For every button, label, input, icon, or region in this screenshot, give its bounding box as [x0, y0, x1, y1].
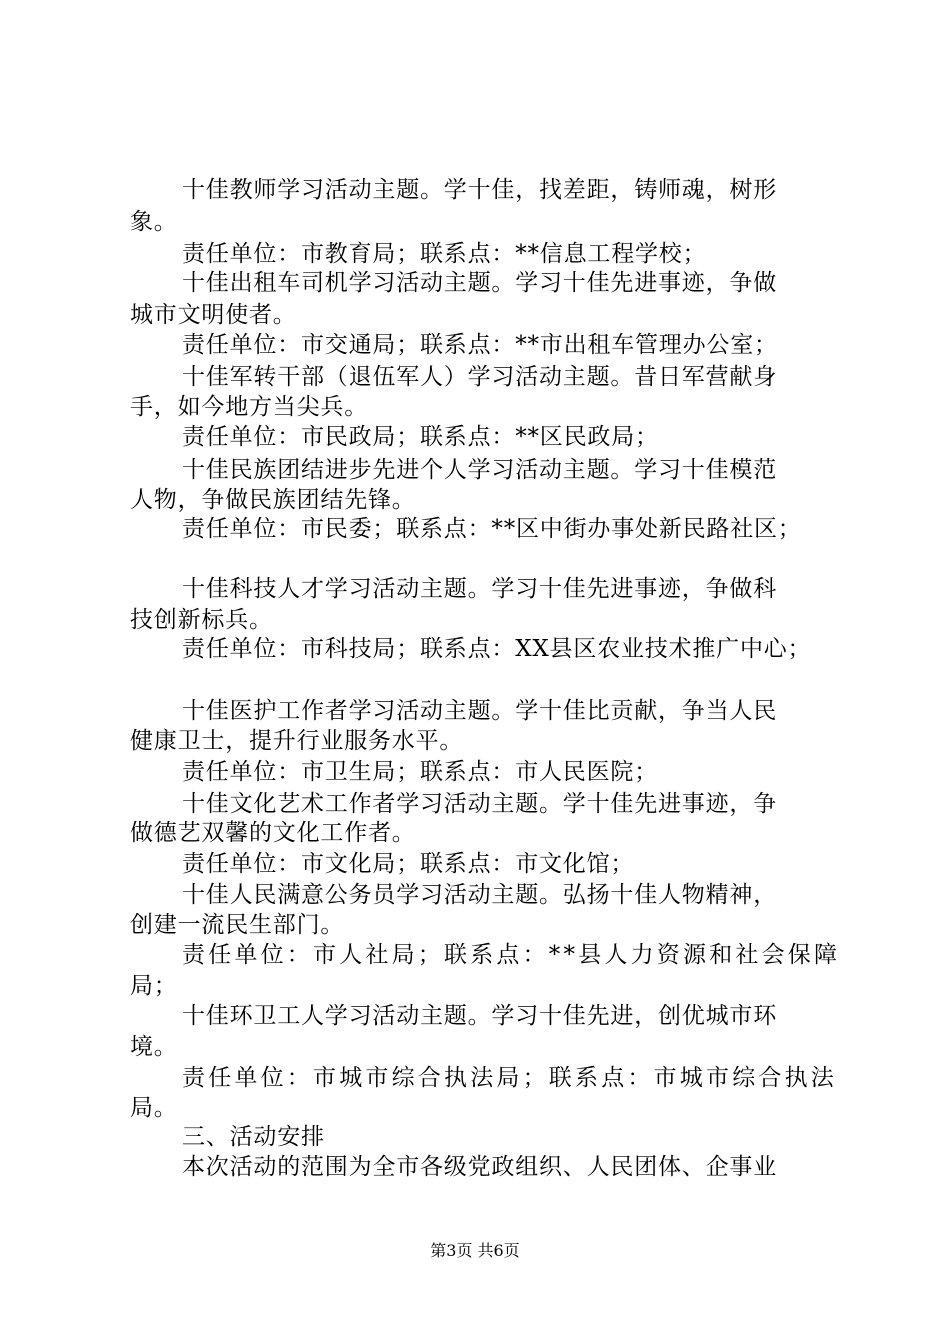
paragraph-line: 创建一流民生部门。 — [130, 912, 345, 938]
paragraph-line: 责任单位：市人社局；联系点：**县人力资源和社会保障 — [182, 942, 841, 968]
paragraph-line: 手，如今地方当尖兵。 — [130, 394, 368, 420]
paragraph-line: 做德艺双馨的文化工作者。 — [130, 820, 416, 846]
paragraph-line: 责任单位：市教育局；联系点：**信息工程学校； — [182, 241, 707, 267]
paragraph-line: 境。 — [130, 1034, 178, 1060]
paragraph-line: 健康卫士，提升行业服务水平。 — [130, 728, 464, 754]
paragraph-line: 责任单位：市民委；联系点：**区中街办事处新民路社区； — [182, 516, 802, 542]
page-number-footer: 第3页 共6页 — [430, 1241, 520, 1260]
paragraph-line: 局； — [130, 973, 178, 999]
paragraph-line: 责任单位：市文化局；联系点：市文化馆； — [182, 851, 635, 877]
paragraph-line: 十佳环卫工人学习活动主题。学习十佳先进，创优城市环 — [182, 1003, 777, 1029]
paragraph-line: 十佳民族团结进步先进个人学习活动主题。学习十佳模范 — [182, 457, 777, 483]
paragraph-line: 责任单位：市民政局；联系点：**区民政局； — [182, 424, 659, 450]
paragraph-line: 十佳医护工作者学习活动主题。学十佳比贡献，争当人民 — [182, 698, 777, 724]
section-heading: 三、活动安排 — [182, 1124, 325, 1150]
paragraph-line: 责任单位：市科技局；联系点：XX县区农业技术推广中心； — [182, 636, 812, 662]
paragraph-line: 十佳军转干部（退伍军人）学习活动主题。昔日军营献身 — [182, 364, 777, 390]
paragraph-line: 责任单位：市交通局；联系点：**市出租车管理办公室； — [182, 332, 778, 358]
paragraph-line: 十佳人民满意公务员学习活动主题。弘扬十佳人物精神， — [182, 882, 777, 908]
paragraph-line: 十佳文化艺术工作者学习活动主题。学十佳先进事迹，争 — [182, 791, 777, 817]
paragraph-line: 本次活动的范围为全市各级党政组织、人民团体、企事业 — [182, 1154, 777, 1180]
paragraph-line: 责任单位：市卫生局；联系点：市人民医院； — [182, 759, 658, 785]
paragraph-line: 城市文明使者。 — [130, 302, 297, 328]
paragraph-line: 局。 — [130, 1095, 178, 1121]
paragraph-line: 责任单位：市城市综合执法局；联系点：市城市综合执法 — [182, 1065, 837, 1091]
paragraph-line: 十佳教师学习活动主题。学十佳，找差距，铸师魂，树形 — [182, 177, 777, 203]
paragraph-line: 象。 — [130, 209, 178, 235]
paragraph-line: 技创新标兵。 — [130, 607, 273, 633]
paragraph-line: 十佳出租车司机学习活动主题。学习十佳先进事迹，争做 — [182, 270, 777, 296]
paragraph-line: 人物，争做民族团结先锋。 — [130, 487, 416, 513]
paragraph-line: 十佳科技人才学习活动主题。学习十佳先进事迹，争做科 — [182, 576, 777, 602]
